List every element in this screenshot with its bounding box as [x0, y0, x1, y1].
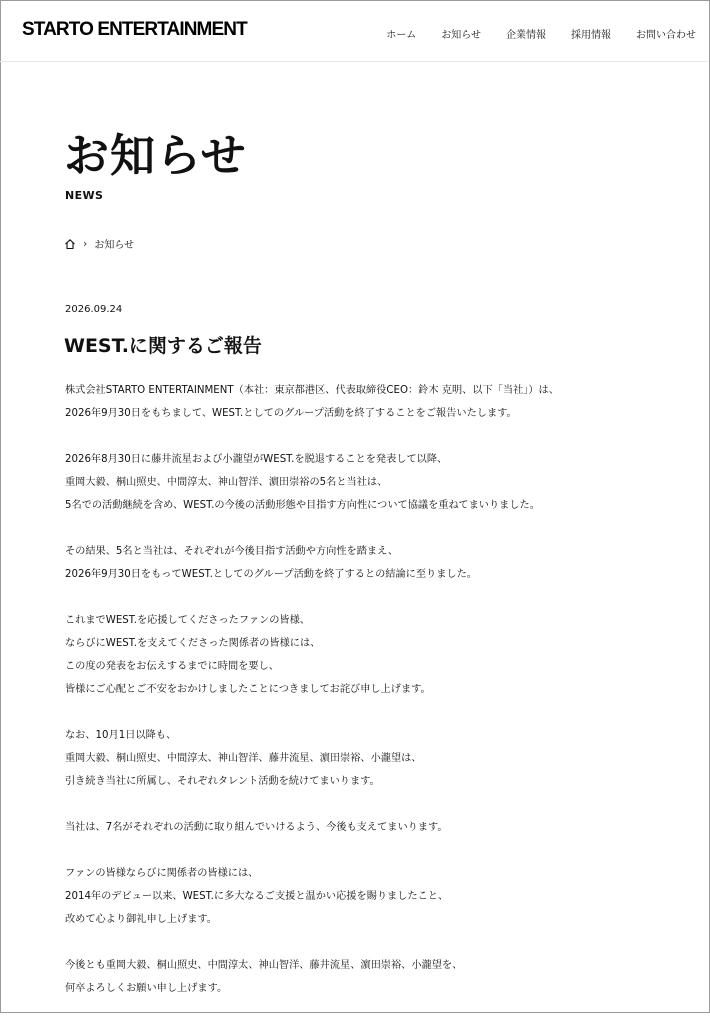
nav-news[interactable]: お知らせ	[441, 30, 481, 41]
post-date: 2026.09.24	[65, 304, 123, 315]
nav-contact[interactable]: お問い合わせ	[636, 30, 696, 41]
body-line: これまでWEST.を応援してくださったファンの皆様、	[65, 615, 310, 626]
paragraph	[65, 609, 685, 701]
body-line: この度の発表をお伝えするまでに時間を要し、	[65, 661, 279, 672]
paragraph	[65, 954, 685, 1000]
body-line: その結果、5名と当社は、それぞれが今後目指す活動や方向性を踏まえ、	[65, 546, 399, 557]
body-line: なお、10月1日以降も、	[65, 730, 177, 741]
breadcrumb-current: お知らせ	[94, 240, 135, 251]
site-header	[0, 0, 708, 62]
paragraph	[65, 540, 685, 586]
body-line: 2014年のデビュー以来、WEST.に多大なるご支援と温かい応援を賜りましたこと、	[65, 891, 449, 902]
paragraph	[65, 379, 685, 425]
page-subtitle: NEWS	[65, 189, 104, 202]
body-line: 重岡大毅、桐山照史、中間淳太、神山智洋、藤井流星、濵田崇裕、小瀧望は、	[65, 753, 422, 764]
paragraph	[65, 724, 685, 793]
body-line: 何卒よろしくお願い申し上げます。	[65, 983, 228, 994]
breadcrumb-separator: ›	[83, 237, 88, 250]
company-logo[interactable]: STARTO ENTERTAINMENT	[22, 19, 247, 40]
body-line: 引き続き当社に所属し、それぞれタレント活動を続けてまいります。	[65, 776, 380, 787]
paragraph	[65, 816, 685, 839]
body-line: 今後とも重岡大毅、桐山照史、中間淳太、神山智洋、藤井流星、濵田崇裕、小瀧望を、	[65, 960, 463, 971]
body-line: 2026年9月30日をもってWEST.としてのグループ活動を終了するとの結論に至りました。	[65, 569, 477, 580]
post-title: WEST.に関するご報告	[64, 335, 262, 357]
body-line: 改めて心より御礼申し上げます。	[65, 914, 217, 925]
nav-company[interactable]: 企業情報	[506, 30, 546, 41]
body-line: 株式会社STARTO ENTERTAINMENT（本社：東京都港区、代表取締役CEO：鈴木 克明、以下「当社」）は、	[65, 385, 559, 396]
body-line: 重岡大毅、桐山照史、中間淳太、神山智洋、濵田崇裕の5名と当社は、	[65, 477, 388, 488]
home-icon[interactable]	[64, 238, 76, 250]
global-nav	[386, 26, 696, 41]
body-line: 5名での活動継続を含め、WEST.の今後の活動形態や目指す方向性について協議を重ねてまいりました。	[65, 500, 540, 511]
body-line: 当社は、7名がそれぞれの活動に取り組んでいけるよう、今後も支えてまいります。	[65, 822, 448, 833]
nav-home[interactable]: ホーム	[386, 30, 417, 41]
post-body	[65, 379, 685, 1023]
paragraph	[65, 448, 685, 517]
page-title: お知らせ	[64, 129, 247, 182]
body-line: ならびにWEST.を支えてくださった関係者の皆様には、	[65, 638, 321, 649]
body-line: ファンの皆様ならびに関係者の皆様には、	[65, 868, 259, 879]
paragraph	[65, 862, 685, 931]
body-line: 皆様にご心配とご不安をおかけしましたことにつきましてお詫び申し上げます。	[65, 684, 431, 695]
body-line: 2026年9月30日をもちまして、WEST.としてのグループ活動を終了することをご報告いたします。	[65, 408, 517, 419]
body-line: 2026年8月30日に藤井流星および小瀧望がWEST.を脱退することを発表して以降、	[65, 454, 448, 465]
nav-recruit[interactable]: 採用情報	[571, 30, 611, 41]
breadcrumb	[64, 236, 134, 251]
